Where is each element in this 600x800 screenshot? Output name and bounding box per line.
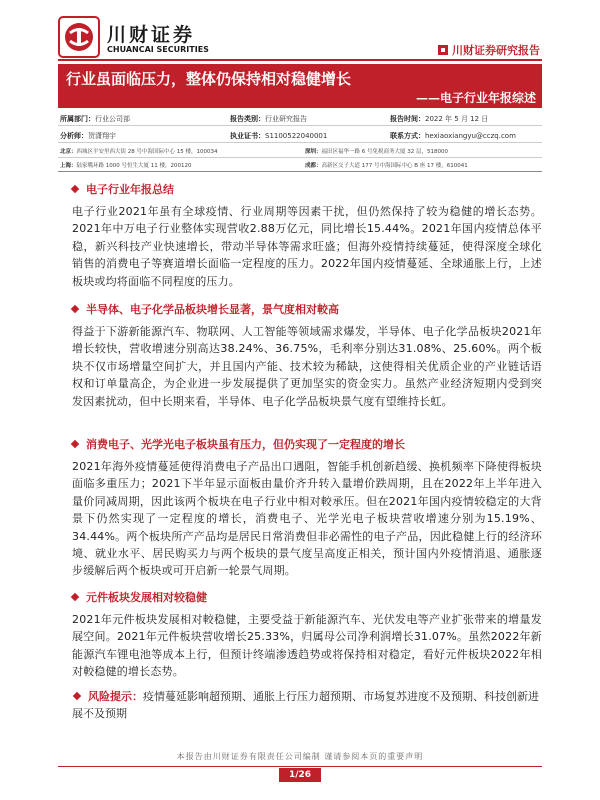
- section-heading-text: 电子行业年报总结: [86, 183, 174, 196]
- report-type-tag: [438, 42, 540, 58]
- section-heading-text: 半导体、电子化学品板块增长显著，景气度相对較高: [86, 303, 339, 316]
- report-subtitle: ——电子行业年报综述: [415, 91, 536, 105]
- page-number: 1/26: [279, 768, 321, 782]
- diamond-bullet-icon: [73, 692, 81, 700]
- chengdu-address: 高新区交子大道 177 号中海国际中心 B 座 17 楼，610041: [321, 163, 468, 169]
- footer-disclaimer: 本报告由川财证券有限责任公司编制 谨请参阅本页的重要声明: [176, 752, 424, 761]
- contact-email[interactable]: hexiaoxiangyu@cczq.com: [425, 132, 516, 140]
- risk-label: 风险提示：: [88, 690, 143, 703]
- report-category-label: 报告类别：: [230, 115, 265, 123]
- brand-name-en: CHUANCAI SECURITIES: [107, 45, 209, 54]
- meta-row: [58, 110, 542, 126]
- report-date-label: 报告时间：: [390, 115, 425, 123]
- section-paragraph: 得益于下游新能源汽车、物联网、人工智能等领域需求爆发，半导体、电子化学品板块2021年增长较快，营收增速分别高达38.24%、36.75%，毛利率分别达31.08%、25.60%。两个板块不仅市场增量空间扩大，并且国内产能、技术较为稀缺，这使得相关优质企业的产业链话语权和订单量高企，为企业进一步发展提供了更加坚实的资金实力。虽然产业经济短期内受到突发因素扰动，但中长期来看，半导体、电子化学品板块景气度有望维持长虹。: [72, 325, 542, 408]
- risk-text: 疫情蔓延影响超预期、通胀上行压力超预期、市场复苏进度不及预期、科技创新进展不及预期: [72, 690, 539, 721]
- footer-divider: [58, 766, 542, 767]
- shanghai-address: 陆家嘴环路 1000 号恒生大厦 11 楼，200120: [76, 163, 192, 169]
- meta-row: [58, 144, 542, 158]
- report-date-value: 2022 年 5 月 12 日: [425, 115, 489, 123]
- analyst-label: 分析师：: [60, 132, 88, 140]
- beijing-label: 北京：: [60, 149, 77, 155]
- contact-label: 联系方式：: [390, 132, 425, 140]
- meta-row: [58, 127, 542, 143]
- diamond-bullet-icon: [71, 185, 79, 193]
- square-bullet-icon: [438, 45, 448, 55]
- meta-row: [58, 158, 542, 172]
- title-banner: [58, 64, 542, 108]
- report-title: 行业虽面临压力，整体仍保持相对稳健增长: [66, 70, 352, 88]
- section-paragraph: 电子行业2021年虽有全球疫情、行业周期等因素干扰，但仍然保持了较为稳健的增长态势。2021年中万电子行业整体实现营收2.88万亿元，同比增长15.44%。2021年国内疫情总体平稳，新兴科技产业快速增长，带动半导体等需求旺盛；但海外疫情持续蔓延，使得深度全球化销售的消费电子等赛道增长面临一定程度的压力。2022年国内疫情蔓延、全球通胀上行，上述板块或均将面临不同程度的压力。: [72, 205, 542, 288]
- diamond-bullet-icon: [71, 593, 79, 601]
- shanghai-label: 上海：: [60, 163, 77, 169]
- header-divider: [58, 59, 542, 61]
- dept-label: 所属部门：: [60, 115, 95, 123]
- beijing-address: 西城区平安里西大街 28 号中海国际中心 15 楼，100034: [76, 149, 218, 155]
- dept-value: 行业公司部: [95, 115, 130, 123]
- license-value: S1100522040001: [265, 132, 328, 140]
- section-heading-text: 元件板块发展相对较稳健: [86, 591, 207, 604]
- section-heading: [72, 436, 405, 452]
- brand-name-cn: 川财证券: [107, 24, 196, 46]
- diamond-bullet-icon: [71, 305, 79, 313]
- report-category-value: 行业研究报告: [265, 115, 307, 123]
- risk-warning: [72, 688, 542, 723]
- section-heading-text: 消费电子、光学光电子板块虽有压力，但仍实现了一定程度的增长: [86, 438, 405, 451]
- shenzhen-address: 福田区福华一路 6 号免税商务大厦 32 层，518000: [321, 149, 449, 155]
- diamond-bullet-icon: [71, 440, 79, 448]
- report-type-label: 川财证券研究报告: [452, 44, 540, 57]
- section-paragraph: 2021年海外疫情蔓延使得消费电子产品出口遇阻，智能手机创新趋缓、换机频率下降使得板块面临多重压力；2021下半年显示面板由量价齐升转入量增价跌周期，且在2022年上半年进入量价同减周期，因此该两个板块在电子行业中相对較承压。但在2021年国内疫情较稳定的大背景下仍然实现了一定程度的增长，消费电子、光学光电子板块营收增速分别为15.19%、34.44%。两个板块所产产品均是居民日常消费但非必需性的电子产品，因此稳健上行的经济环境、就业水平、居民购买力与两个板块的景气度呈高度正相关，预计国内外疫情消退、通胀逐步缓解后两个板块或可开启新一轮景气周期。: [72, 460, 542, 578]
- section-heading: [72, 181, 174, 197]
- shenzhen-label: 深圳：: [305, 149, 322, 155]
- company-logo: [58, 16, 100, 58]
- license-label: 执业证书：: [230, 132, 265, 140]
- section-paragraph: 2021年元件板块发展相对較稳健，主要受益于新能源汽车、光伏发电等产业扩张带来的增量发展空间。2021年元件板块营收增长25.33%，归属母公司净利润增长31.07%。虽然2022年新能源汽车锂电池等成本上行，但预计终端渗透趋势或将保持相对稳定，看好元件板块2022年相对較稳健的增长态势。: [72, 613, 542, 679]
- section-heading: [72, 301, 339, 317]
- section-heading: [72, 589, 207, 605]
- analyst-value: 贺潇翔宇: [88, 132, 116, 140]
- chengdu-label: 成都：: [305, 163, 322, 169]
